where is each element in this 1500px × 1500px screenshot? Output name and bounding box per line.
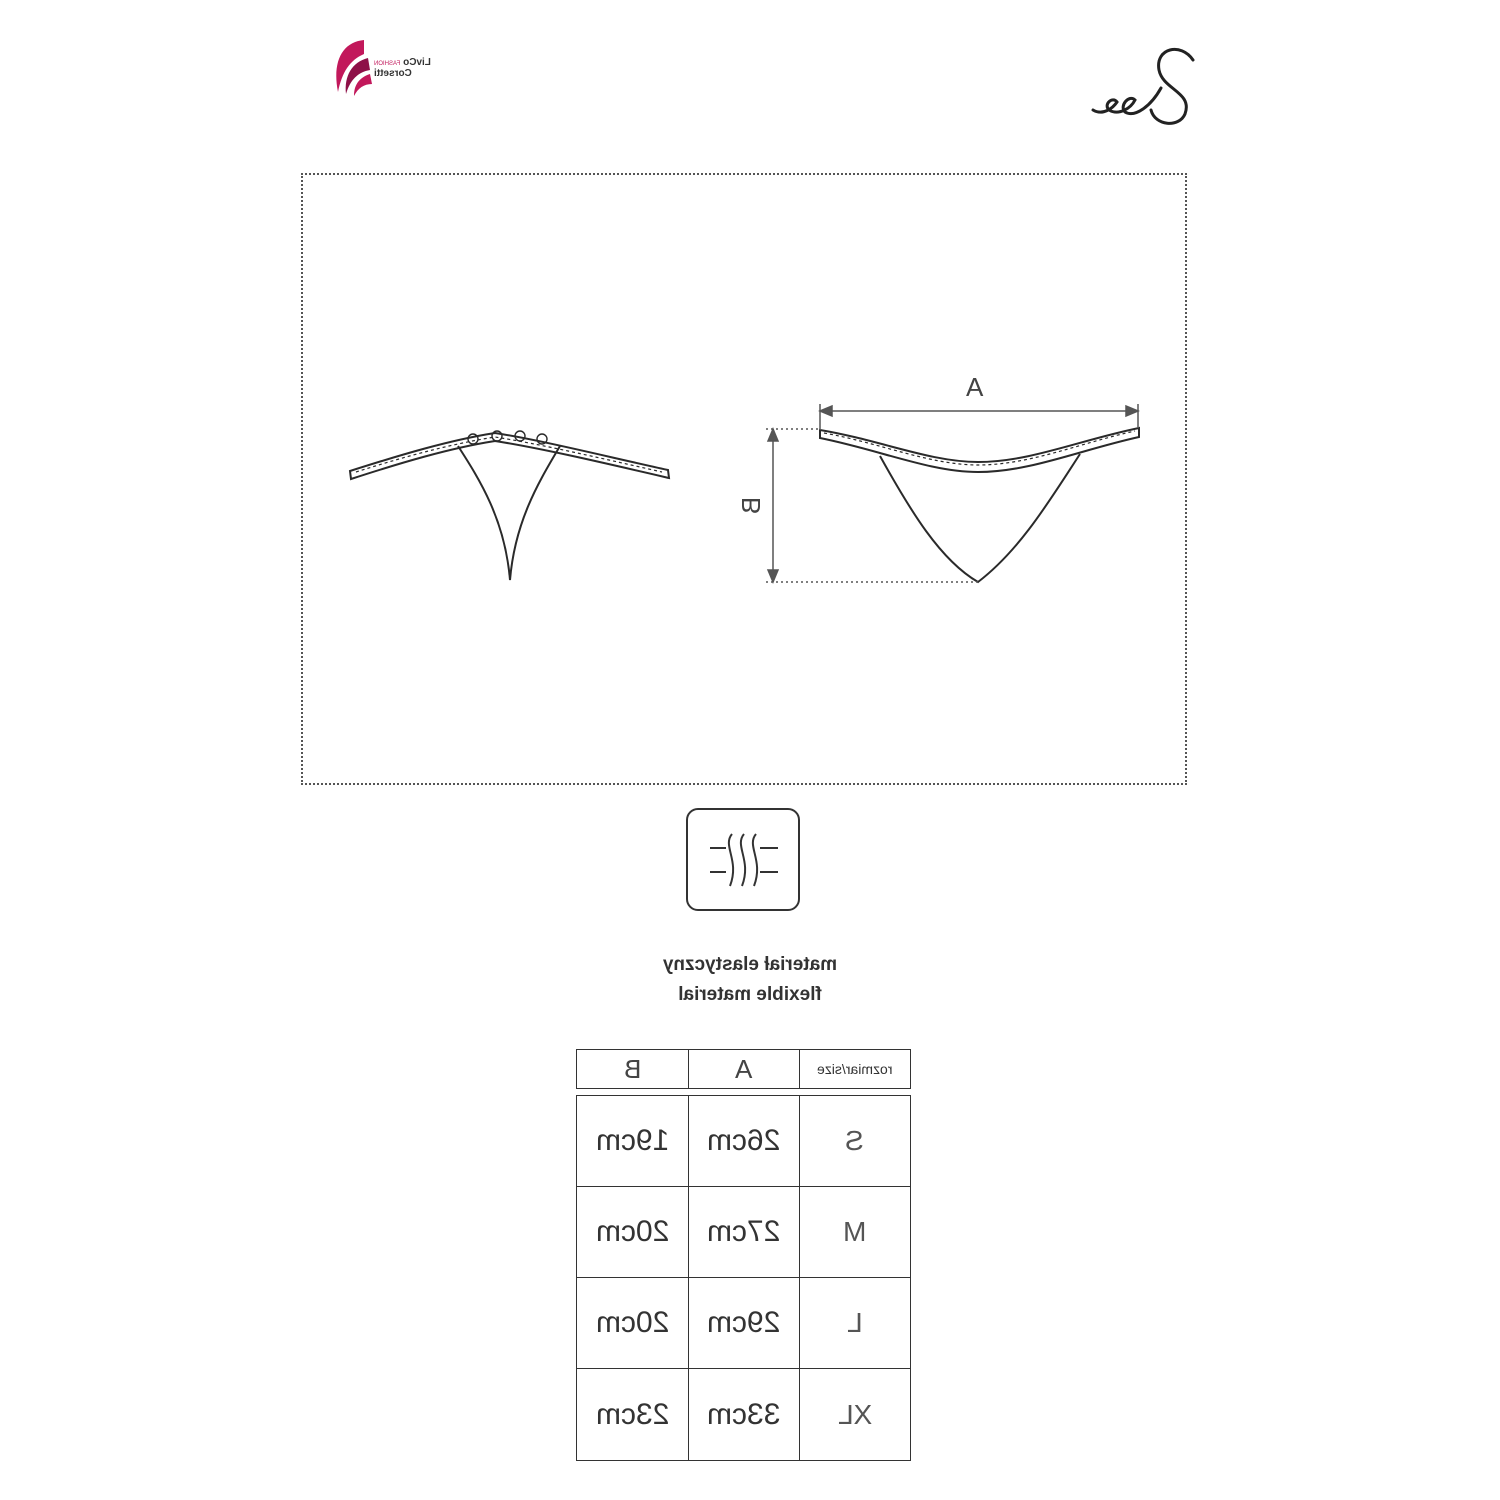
size-table: [576, 1049, 911, 1461]
dimension-a-label: A: [966, 372, 984, 402]
dimension-b-label: B: [736, 496, 767, 515]
logo-fashion: FASHION: [374, 61, 401, 67]
header-a: A: [688, 1050, 798, 1088]
cell-a: 27cm: [688, 1187, 798, 1277]
cell-size: XL: [799, 1369, 910, 1460]
cell-size: S: [799, 1096, 910, 1186]
cell-b: 23cm: [595, 1397, 670, 1431]
size-table-header: [576, 1049, 911, 1089]
table-row: [577, 1187, 910, 1278]
cell-b: 20cm: [595, 1306, 670, 1339]
back-view-drawing: [350, 431, 669, 580]
table-row: [577, 1278, 910, 1369]
logo-line2: Corsetti: [374, 68, 412, 79]
cell-size: L: [799, 1278, 910, 1368]
dimension-a-line: [820, 404, 1138, 430]
cell-size: M: [799, 1187, 910, 1277]
material-description: [600, 950, 900, 1010]
material-en: flexible material: [678, 984, 822, 1005]
elastic-material-icon: [686, 808, 800, 911]
cell-a: 29cm: [688, 1278, 798, 1368]
front-view-drawing: [820, 428, 1139, 582]
cell-b: 20cm: [595, 1215, 670, 1248]
cell-a: 33cm: [688, 1369, 798, 1460]
size-table-body: [576, 1095, 911, 1461]
table-row: [577, 1096, 910, 1187]
cell-b: 19cm: [595, 1124, 670, 1157]
header-b: B: [623, 1053, 642, 1084]
material-pl: materiał elastyczny: [662, 954, 838, 975]
table-row: [577, 1369, 910, 1460]
cell-a: 26cm: [688, 1096, 798, 1186]
header-size: rozmiar/size: [799, 1050, 910, 1088]
dimension-b-line: [766, 429, 978, 582]
logo-line1: LivCo: [403, 57, 431, 68]
